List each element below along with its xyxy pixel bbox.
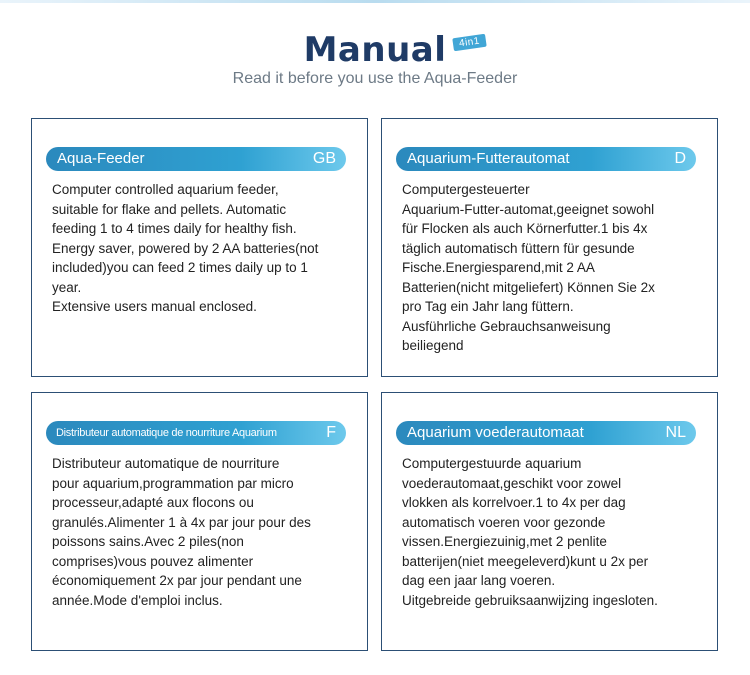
- panel-text-d: Computergesteuerter Aquarium-Futter-automat,geeignet sowohl für Flocken als auch Körnerfutter.1 bis 4x täglich automatisch füttern für gesunde Fische.Energiesparend,mit 2 AA Batterien(nicht mitgeliefert) Können Sie 2x pro Tag ein Jahr lang füttern. Ausführliche Gebrauchsanweisung beiliegend: [402, 182, 655, 353]
- panel-header-d: [396, 147, 696, 171]
- panel-title-d: Aquarium-Futterautomat: [407, 150, 570, 167]
- header: [0, 30, 750, 70]
- panel-f: [31, 392, 368, 651]
- panel-title-f: Distributeur automatique de nourriture Aquarium: [56, 427, 277, 439]
- panel-header-gb: [46, 147, 346, 171]
- panel-text-nl: Computergestuurde aquarium voederautomaat,geschikt voor zowel vlokken als korrelvoer.1 to 4x per dag automatisch voeren voor gezonde vissen.Energiezuinig,met 2 penlite batterijen(niet meegeleverd)kunt u 2x per dag een jaar lang voeren. Uitgebreide gebruiksaanwijzing ingesloten.: [402, 456, 658, 608]
- page-title: [303, 30, 482, 70]
- version-badge: 4in1: [453, 34, 487, 51]
- language-code-gb: GB: [312, 150, 336, 167]
- panel-header-nl: [396, 421, 696, 445]
- page-title-text: Manual: [303, 30, 447, 70]
- panel-title-nl: Aquarium voederautomaat: [407, 424, 584, 441]
- top-rule: [0, 0, 750, 3]
- panel-title-gb: Aqua-Feeder: [57, 150, 145, 167]
- language-code-f: F: [326, 424, 336, 441]
- panel-text-f: Distributeur automatique de nourriture pour aquarium,programmation par micro processeur,adapté aux flocons ou granulés.Alimenter 1 à 4x par jour pour des poissons sains.Avec 2 piles(non comprises)vous pouvez alimenter économiquement 2x par jour pendant une année.Mode d'emploi inclus.: [52, 456, 311, 608]
- panel-d: [381, 118, 718, 377]
- language-code-d: D: [674, 150, 686, 167]
- panel-text-gb: Computer controlled aquarium feeder, suitable for flake and pellets. Automatic feeding 1 to 4 times daily for healthy fish. Energy saver, powered by 2 AA batteries(not included)you can feed 2 times daily up to 1 year. Extensive users manual enclosed.: [52, 182, 319, 314]
- panel-gb: [31, 118, 368, 377]
- page-subtitle: Read it before you use the Aqua-Feeder: [232, 70, 518, 87]
- language-code-nl: NL: [665, 424, 686, 441]
- panel-header-f: [46, 421, 346, 445]
- panel-nl: [381, 392, 718, 651]
